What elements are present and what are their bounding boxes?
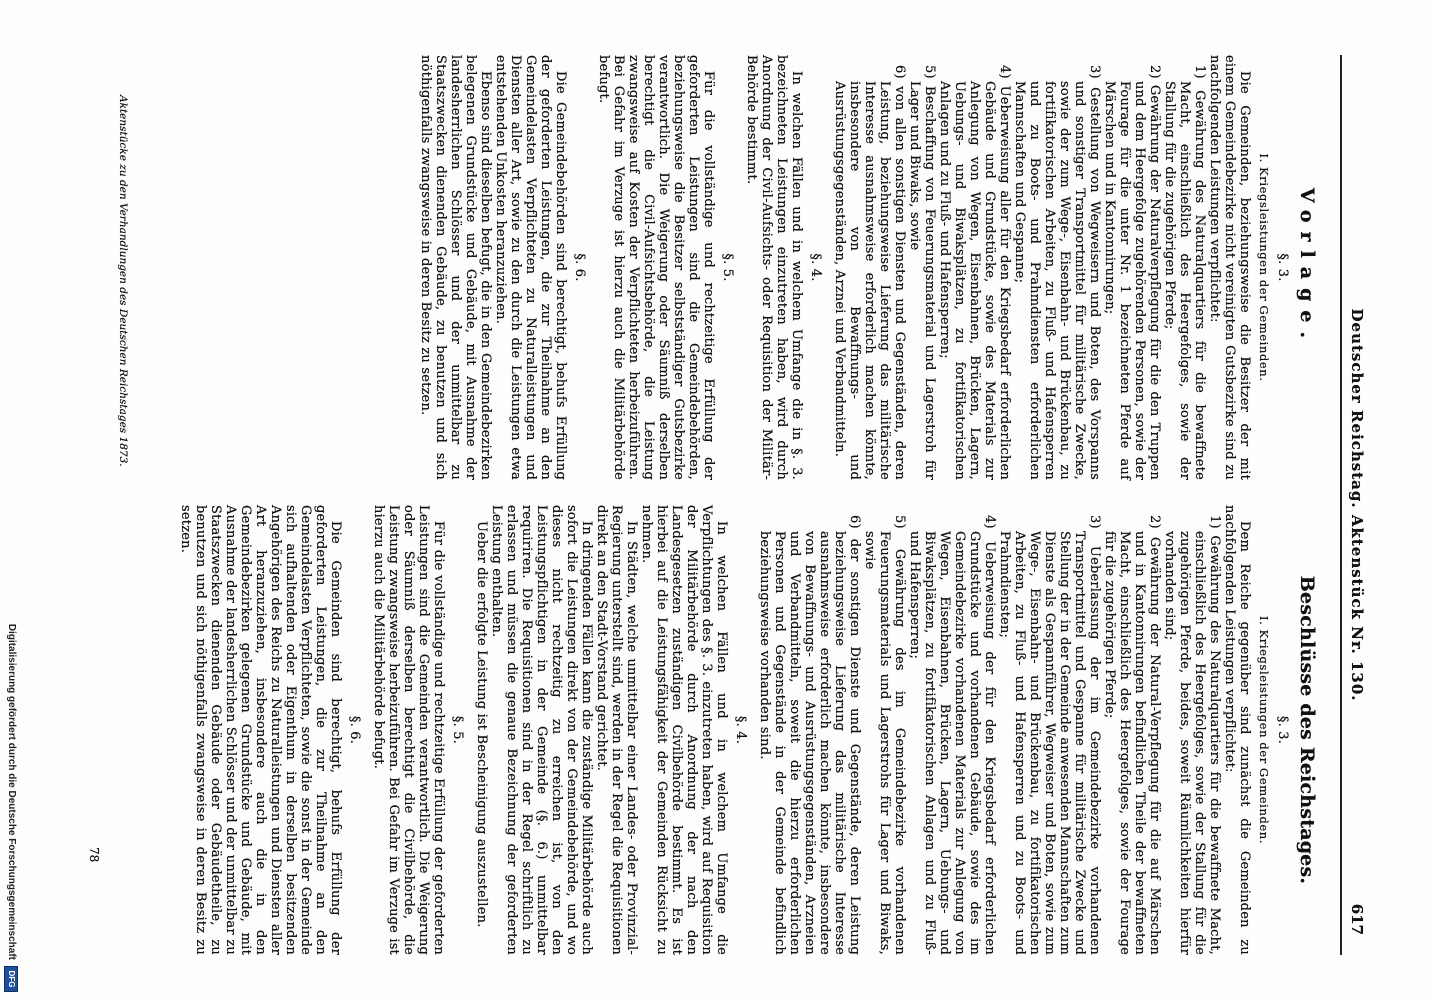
paragraph: Die Gemeinden, beziehungsweise die Besitzer der mit einem Gemeindebezirke nicht vereinigten Gutsbezirke sind zu nachfolgenden Leistungen verpflichtet:: [1207, 55, 1252, 480]
list-item: 6) der sonstigen Dienste und Gegenstände, deren Leistung beziehungsweise Lieferung das militärische Interesse ausnahmsweise erforderlich machen könnte, insbesondere von Bewaffnungs- und Ausrüstungsgegenständen, Arzneien und Verbandmitteln, soweit die hierzu erforderlichen Personen und Gegenstände in der Gemeinde befindlich beziehungsweise vorhanden sind.: [757, 515, 862, 955]
list-item: 2) Gewährung der Naturalverpflegung für die den Truppen und dem Heergefolge zugehörenden Personen, sowie der Fourage für die unter Nr. 1 bezeichneten Pferde auf Märschen und in Kantonnirungen;: [1102, 65, 1162, 480]
signature-mark: 78: [87, 847, 101, 863]
section-heading: §. 6.: [572, 253, 587, 282]
stamp-text: Digitalisierung gefördert durch die Deutsche Forschungsgemeinschaft: [6, 623, 17, 960]
section-subheading: I. Kriegsleistungen der Gemeinden.: [1257, 153, 1271, 382]
section-heading: §. 3.: [1275, 715, 1290, 745]
section-subheading: I. Kriegsleistungen der Gemeinden.: [1257, 615, 1271, 845]
list-item: 1) Gewährung des Naturalquartiers für die bewaffnete Macht, einschließlich des Heergefolges, sowie der Stallung für die zugehörigen Pferde;: [1162, 65, 1207, 480]
list-item: 5) Beschaffung von Feuerungsmaterial und Lagerstroh für Lager und Biwaks, sowie: [907, 65, 937, 480]
list-item: 4) Ueberweisung der für den Kriegsbedarf erforderlichen Grundstücke und vorhandenen Gebäude, sowie des im Gemeindebezirke vorhandenen Materials zur Anlegung von Wegen, Eisenbahnen, Brücken, Lagern, Uebungs- und Biwaksplätzen, zu fortifikatorischen Anlagen und zu Fluß- und Hafensperren;: [907, 515, 997, 955]
section-heading: §. 4.: [808, 253, 823, 282]
section-heading: §. 5.: [720, 253, 735, 282]
paragraph: Dem Reiche gegenüber sind zunächst die Gemeinden zu nachfolgenden Leistungen verpflichtet:: [1222, 505, 1252, 955]
list-item: 5) Gewährung des im Gemeindebezirke vorhandenen Feuerungsmaterials und Lagerstrohs für Lager und Biwaks, sowie: [862, 515, 907, 955]
paragraph: Die Gemeindebehörden sind berechtigt, behufs Erfüllung der geforderten Leistungen, die zur Theilnahme an den Gemeindelasten Verpflichteten zu Naturalleistungen und Diensten aller Art, sowie zu den durch die Leistungen etwa entstehenden Unkosten heranzuziehen.: [493, 55, 568, 480]
paragraph: In Städten, welche unmittelbar einer Landes- oder Provinzial-Regierung unterstellt sind, werden in der Regel die Requisitionen direkt an den Stadt-Vorstand gerichtet.: [594, 505, 639, 955]
column-beschluesse: [178, 505, 1320, 955]
paragraph: In dringenden Fällen kann die zuständige Militärbehörde auch sofort die Leistungen direkt von der Gemeindebehörde, und wo dieses nicht rechtzeitig zu erreichen ist, von den Leistungspflichtigen in der Gemeinde (§. 6.) unmittelbar requiriren. Die Requisitionen sind in der Regel schriftlich zu erlassen und müssen die genaue Bezeichnung der geforderten Leistung enthalten.: [489, 505, 594, 955]
page-number: 617: [1348, 903, 1366, 935]
section-heading: §. 5.: [450, 715, 465, 745]
footer-series-title: Aktenstücke zu den Verhandlungen des Deutschen Reichstages 1873.: [117, 95, 129, 467]
list-item: 3) Gestellung von Wegweisern und Boten, des Vorspanns und sonstiger Transportmittel für militärische Zwecke, sowie der zum Wege-, Eisenbahn- und Brückenbau, zu fortifikatorischen Arbeiten, zu Fluß- und Hafensperren und zu Boots- und Prahmdiensten erforderlichen Mannschaften und Gespanne;: [1012, 65, 1102, 480]
list-item: 1) Gewährung des Naturalquartiers für die bewaffnete Macht, einschließlich des Heergefolges, sowie der Stallung für die zugehörigen Pferde, beides, soweit Räumlichkeiten hierfür vorhanden sind;: [1162, 515, 1222, 955]
list-item: 6) von allen sonstigen Diensten und Gegenständen, deren Leistung, beziehungsweise Lieferung das militärische Interesse ausnahmsweise erforderlich machen könnte, insbesondere von Bewaffnungs- und Ausrüstungsgegenständen, Arznei und Verbandmitteln.: [832, 65, 907, 480]
column-title-vorlage: Vorlage.: [1296, 187, 1318, 348]
header-rule: [1340, 55, 1342, 955]
list-item: 3) Ueberlassung der im Gemeindebezirke vorhandenen Transportmittel und Gespanne für militärische Zwecke und Stellung der in der Gemeinde anwesenden Mannschaften zum Dienste als Gespannführer, Wegweiser und Boten, sowie zum Wege-, Eisenbahn- und Brückenbau, zu fortifikatorischen Arbeiten, zu Fluß- und Hafensperren und zu Boots- und Prahmdiensten;: [997, 515, 1102, 955]
section-heading: §. 6.: [347, 715, 362, 745]
list-item: 2) Gewährung der Natural-Verpflegung für die auf Märschen und in Kantonnirungen befindlichen Theile der bewaffneten Macht, einschließlich des Heergefolges, sowie der Fourage für die zugehörigen Pferde;: [1102, 515, 1162, 955]
header-title: Deutscher Reichstag. Aktenstück Nr. 130.: [1348, 308, 1366, 702]
column-title-beschluesse: Beschlüsse des Reichstages.: [1296, 575, 1318, 885]
section-heading: §. 3.: [1275, 253, 1290, 282]
running-header: [1346, 55, 1366, 955]
paragraph: Die Gemeinden sind berechtigt, behufs Erfüllung der geforderten Leistungen, die zur Theilnahme an den Gemeindelasten Verpflichteten, sowie die sonst in der Gemeinde sich aufhaltenden oder Eigenthum in derselben besitzenden Angehörigen des Reichs zu Naturalleistungen und Diensten aller Art heranzuziehen, insbesondere auch die in den Gemeindebezirken gelegenen Grundstücke und Gebäude, mit Ausnahme der landesherrlichen Schlösser und der unmittelbar zu Staatszwecken dienenden Gebäude oder Gebäudetheile, zu benutzen und sich nöthigenfalls zwangsweise in deren Besitz zu setzen.: [178, 505, 343, 955]
paragraph: Ueber die erfolgte Leistung ist Bescheinigung auszustellen.: [474, 521, 489, 928]
paragraph: Für die vollständige und rechtzeitige Erfüllung der geforderten Leistungen sind die Gemeindebehörden, beziehungsweise die Besitzer selbstständiger Gutsbezirke verantwortlich. Die Weigerung oder Säumniß derselben berechtigt die Civil-Aufsichtsbehörde, die Leistung zwangsweise auf Kosten der Verpflichteten herbeizuführen. Bei Gefahr im Verzuge ist hierzu auch die Militärbehörde befugt.: [596, 55, 716, 480]
paragraph: In welchen Fällen und in welchem Umfange die in §. 3. bezeichneten Leistungen einzutreten haben, wird durch Anordnung der Civil-Aufsichts- oder Requisition der Militär-Behörde bestimmt.: [744, 55, 804, 480]
list-item: 4) Ueberweisung aller für den Kriegsbedarf erforderlichen Gebäude und Grundstücke, sowie des Materials zur Anlegung von Wegen, Eisenbahnen, Brücken, Lagern, Uebungs- und Biwaksplätzen, zu fortifikatorischen Anlagen und zu Fluß- und Hafensperren;: [937, 65, 1012, 480]
paragraph: Für die vollständige und rechtzeitige Erfüllung der geforderten Leistungen sind die Gemeinden verantwortlich. Die Weigerung oder Säumniß derselben berechtigt die Civilbehörde, die Leistung zwangsweise herbeizuführen. Bei Gefahr im Verzuge ist hierzu auch die Militärbehörde befugt.: [371, 505, 446, 955]
paragraph: In welchen Fällen und in welchem Umfange die Verpflichtungen des §. 3. einzutreten haben, wird auf Requisition der Militärbehörde durch Anordnung der nach den Landesgesetzen zuständigen Civilbehörde bestimmt. Es ist hierbei auf die Leistungsfähigkeit der Gemeinden Rücksicht zu nehmen.: [639, 505, 729, 955]
column-vorlage: [418, 55, 1320, 480]
paragraph: Ebenso sind dieselben befugt, die in den Gemeindebezirken belegenen Grundstücke und Gebäude, mit Ausnahme der landesherrlichen Schlösser und der unmittelbar zu Staatszwecken dienenden Gebäude, zu benutzen und sich nöthigenfalls zwangsweise in deren Besitz zu setzen.: [418, 55, 493, 480]
section-heading: §. 4.: [733, 715, 748, 745]
dfg-logo-icon: DFG: [4, 966, 18, 992]
digitization-stamp: [4, 624, 18, 992]
